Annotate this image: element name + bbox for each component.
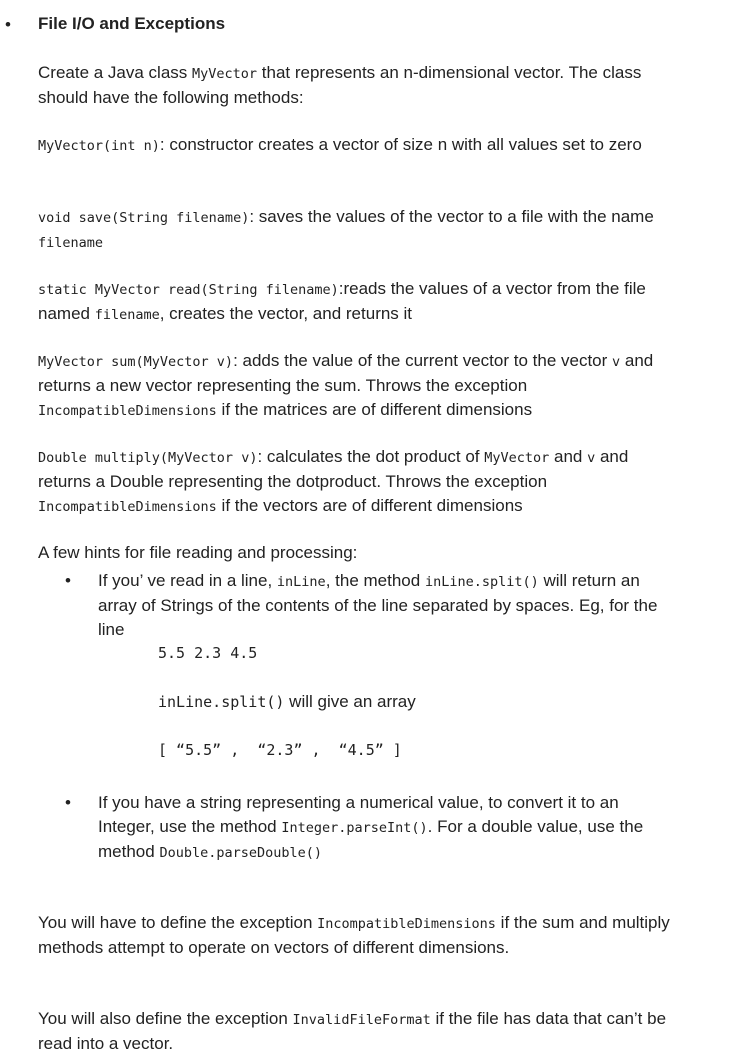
paragraph-text: You will also define the exception	[38, 1009, 293, 1028]
method-signature: static MyVector read(String filename)	[38, 282, 339, 298]
split-result-line	[158, 690, 416, 714]
hint-text: If you’ ve read in a line,	[98, 571, 277, 590]
inline-code: MyVector	[484, 450, 550, 466]
method-sum	[38, 349, 678, 423]
method-description-mid2: and returns a Double representing the dotproduct. Throws the exception	[38, 447, 629, 491]
method-description-mid: and	[549, 447, 588, 466]
exception-invalid-format-paragraph	[38, 1007, 678, 1056]
hint-text-mid: . For a double value, use the method	[98, 817, 644, 861]
paragraph-text-end: if the sum and multiply methods attempt to operate on vectors of different dimensions.	[38, 913, 670, 957]
method-constructor	[38, 133, 678, 158]
inline-code: v	[587, 450, 596, 466]
hint-text-mid: , the method	[325, 571, 425, 590]
array-result: [ “5.5” , “2.3” , “4.5” ]	[158, 741, 402, 759]
section-title: File I/O and Exceptions	[38, 14, 226, 33]
exception-name-code: IncompatibleDimensions	[38, 499, 217, 515]
method-description: : saves the values of the vector to a file with the name	[249, 207, 654, 226]
method-description-end: if the vectors are of different dimensions	[216, 496, 523, 515]
method-signature: MyVector(int n)	[38, 138, 160, 154]
method-save	[38, 205, 678, 255]
method-signature: void save(String filename)	[38, 210, 250, 226]
method-multiply	[38, 445, 678, 519]
method-description: :reads the values of a vector from the file named	[38, 279, 646, 323]
hints-heading-text: A few hints for file reading and processing:	[38, 543, 358, 562]
method-description: : calculates the dot product of	[257, 447, 485, 466]
example-line: 5.5 2.3 4.5	[158, 644, 258, 662]
paragraph-text-end: if the file has data that can’t be read into a vector.	[38, 1009, 667, 1053]
method-description: : constructor creates a vector of size n with all values set to zero	[159, 135, 642, 154]
exception-name-code: InvalidFileFormat	[292, 1012, 431, 1028]
exception-name-code: IncompatibleDimensions	[317, 916, 496, 932]
inline-code: Integer.parseInt()	[281, 820, 428, 836]
hint-bullet: •	[65, 793, 71, 812]
inline-code: inLine	[276, 574, 326, 590]
paragraph-text: You will have to define the exception	[38, 913, 318, 932]
class-name-code: MyVector	[192, 66, 258, 82]
hints-heading	[38, 541, 678, 565]
split-text: will give an array	[284, 692, 416, 711]
hint-text-end: will return an array of Strings of the contents of the line separated by spaces. Eg, for the line	[98, 571, 658, 639]
exception-incompatible-paragraph	[38, 911, 678, 960]
hint-split	[98, 569, 678, 642]
inline-code: v	[612, 354, 621, 370]
inline-code: inLine.split()	[424, 574, 539, 590]
hint-parse	[98, 791, 678, 865]
method-signature: MyVector sum(MyVector v)	[38, 354, 234, 370]
intro-text: Create a Java class	[38, 63, 193, 82]
exception-name-code: IncompatibleDimensions	[38, 403, 217, 419]
hint-text: If you have a string representing a numerical value, to convert it to an Integer, use the method	[98, 793, 619, 836]
inline-code: filename	[38, 235, 104, 251]
method-signature: Double multiply(MyVector v)	[38, 450, 258, 466]
method-description: : adds the value of the current vector to the vector	[233, 351, 613, 370]
section-bullet: •	[5, 15, 11, 34]
method-description-end: , creates the vector, and returns it	[159, 304, 413, 323]
intro-paragraph	[38, 61, 678, 110]
method-description-end: if the matrices are of different dimensions	[216, 400, 533, 419]
inline-code: Double.parseDouble()	[159, 845, 322, 861]
hint-bullet: •	[65, 571, 71, 590]
method-read	[38, 277, 678, 327]
method-description-mid: and returns a new vector representing the sum. Throws the exception	[38, 351, 654, 395]
intro-text-end: that represents an n-dimensional vector. The class should have the following methods:	[38, 63, 642, 107]
split-code: inLine.split()	[158, 693, 285, 711]
inline-code: filename	[94, 307, 160, 323]
